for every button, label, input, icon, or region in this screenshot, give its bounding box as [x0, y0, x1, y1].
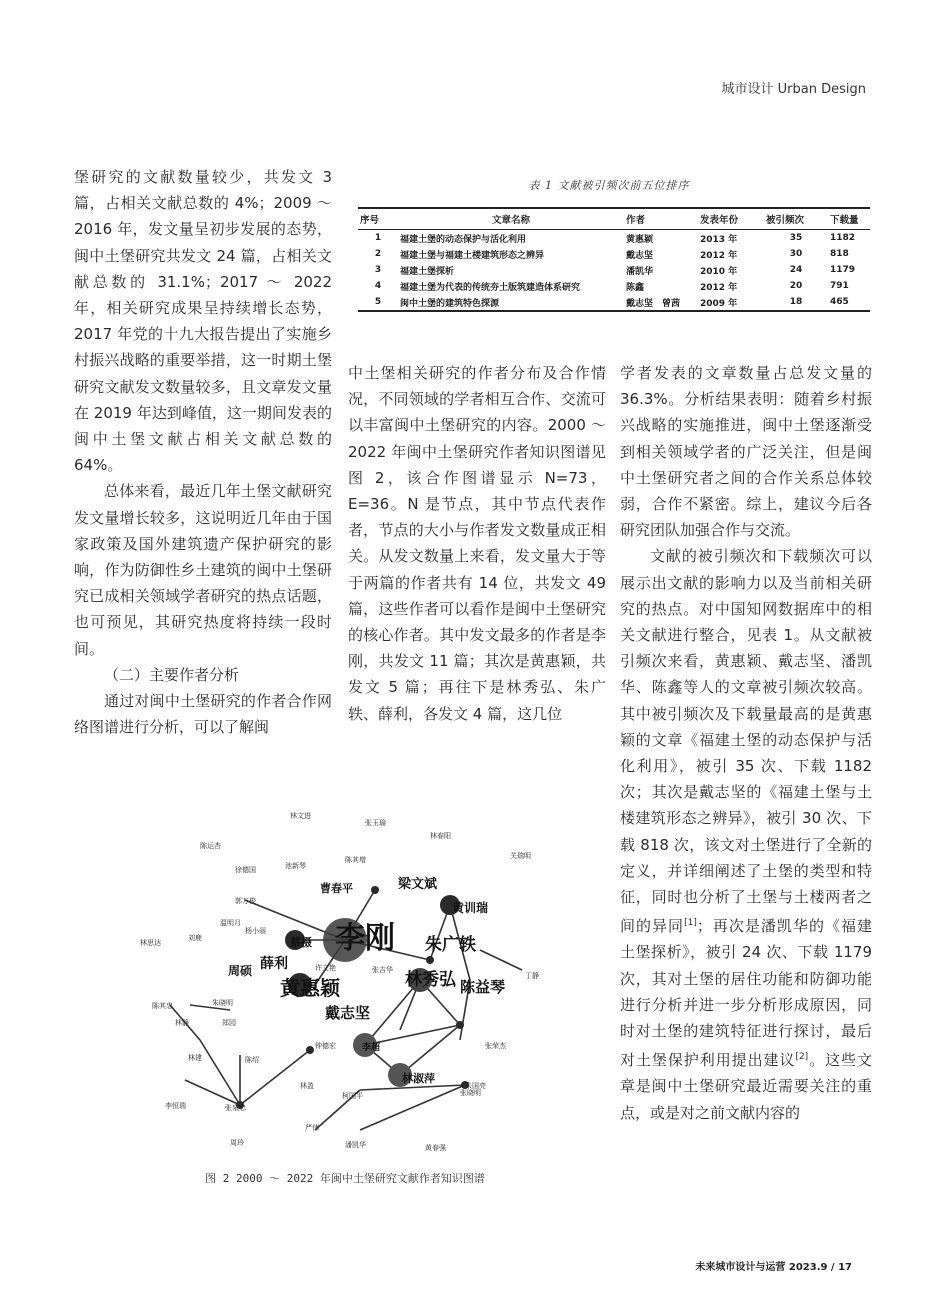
th-author: 作者: [624, 208, 698, 230]
table-row: [358, 294, 870, 311]
node-small: [456, 1021, 464, 1029]
cell-year: 2013 年: [700, 234, 738, 245]
label-xue-li: 薛利: [260, 956, 288, 972]
table-header-row: [358, 208, 870, 230]
label-small: 张荣杰: [485, 1042, 506, 1050]
label-cai-she: 蔡摄: [290, 936, 312, 949]
label-small: 杨小丽: [245, 927, 266, 935]
table-row: [358, 246, 870, 262]
figure-caption: 图 2 2000 ～ 2022 年闽中土堡研究文献作者知识图谱: [205, 1172, 485, 1185]
col1-paragraph-2: 总体来看，最近几年土堡文献研究发文量增长较多，这说明近几年由于国家政策及国外建筑遗产保护研究的影响，作为防御性乡土建筑的闽中土堡研究已成相关领域学者研究的热点话题，也可预见，其研究热度将持续一段时间。: [74, 482, 332, 658]
label-li-gang: 李刚: [335, 921, 395, 956]
page-number: 17: [838, 1262, 852, 1273]
cell-citations: 18: [764, 294, 828, 311]
label-small: 林建: [188, 1054, 202, 1062]
label-small: 黄春强: [425, 1144, 446, 1152]
cell-index: 2: [374, 249, 382, 259]
cell-author: 黄惠颖: [626, 234, 654, 245]
label-dai-zhi-jian: 戴志坚: [325, 1004, 371, 1022]
cell-index: 1: [374, 233, 382, 243]
cell-index: 3: [374, 265, 382, 275]
label-huang-hui-ying: 黄惠颖: [280, 976, 340, 1000]
label-small: 陈运杏: [200, 842, 221, 850]
cell-downloads: 1179: [830, 265, 856, 275]
citation-table: [358, 207, 870, 312]
label-chen-yi-qin: 陈益琴: [460, 978, 506, 996]
node-small: [306, 1046, 314, 1054]
label-small: 林盈: [300, 1082, 314, 1090]
label-small: 丁静: [525, 972, 539, 980]
label-small: 周玲: [230, 1139, 244, 1147]
label-small: 郭万俊: [235, 897, 256, 905]
label-small: 陈绍: [245, 1056, 259, 1064]
col2-paragraph-1: 中土堡相关研究的作者分布及合作情况，不同领域的学者相互合作、交流可以丰富闽中土堡研究的内容。2000 ～ 2022 年闽中土堡研究作者知识图谱见图 2，该合作图谱显示 N=73，E=36。N 是节点，其中节点代表作者，节点的大小与作者发文数量成正相关。从发文数量上来看，发文量大于等于两篇的作者共有 14 位，共发文 49 篇，这些作者可以看作是闽中土堡研究的核心作者。其中发文最多的作者是李刚，共发文 11 篇；其次是黄惠颖，共发文 5 篇；再往下是林秀弘、朱广轶、薛利，各发文 4 篇，这几位: [348, 364, 606, 723]
cell-author: 戴志坚 曾茜: [624, 294, 698, 311]
th-title: 文章名称: [398, 208, 624, 230]
cell-title: 闽中土堡的建筑特色探源: [398, 294, 624, 311]
col1-paragraph-3: 通过对闽中土堡研究的作者合作网络图谱进行分析，可以了解闽: [74, 692, 332, 737]
col3-paragraph-1: 学者发表的文章数量占总发文量的 36.3%。分析结果表明：随着乡村振兴战略的实施推进，闽中土堡逐渐受到相关领域学者的广泛关注，但是闽中土堡研究者之间的合作关系总体较弱，合作不紧密。综上，建议今后各研究团队加强合作与交流。: [620, 364, 872, 540]
section-heading-authors: （二）主要作者分析: [104, 665, 240, 684]
label-small: 林思达: [140, 939, 161, 947]
label-small: 柯国平: [342, 1092, 363, 1100]
table-caption: 表 1 文献被引频次前五位排序: [528, 179, 690, 192]
cell-index: 4: [374, 281, 382, 291]
journal-name: 未来城市设计与运营: [695, 1262, 786, 1273]
edge: [360, 1085, 465, 1090]
cell-citations: 35: [789, 233, 803, 243]
cell-citations: 24: [789, 265, 803, 275]
page-footer: [695, 1258, 852, 1273]
label-small: 张玉瑜: [365, 819, 386, 827]
author-network-figure: [130, 800, 560, 1160]
label-small: 钟德宏: [315, 1042, 336, 1050]
label-zhu-guang-yi: 朱广轶: [425, 935, 476, 955]
cell-downloads: 1182: [830, 233, 856, 243]
label-lin-shu-ping: 林淑萍: [402, 1072, 435, 1085]
edge: [480, 950, 522, 970]
table-row: [358, 230, 870, 247]
table-row: [358, 262, 870, 278]
column-2: [348, 360, 606, 727]
label-small: 张泉忠: [225, 1104, 246, 1112]
edge: [360, 1085, 465, 1130]
cell-year: 2010 年: [700, 266, 738, 277]
cell-downloads: 818: [830, 249, 849, 259]
citation-ref-2: [2]: [795, 1052, 809, 1063]
label-small: 陈其增: [345, 856, 366, 864]
label-small: 林文进: [290, 812, 311, 820]
cell-downloads: 791: [830, 281, 849, 291]
cell-title: 福建土堡与福建土楼建筑形态之辨异: [400, 250, 545, 261]
label-small: 林静: [175, 1019, 189, 1027]
label-li-chao: 李超: [362, 1043, 381, 1053]
node-small: [371, 886, 379, 894]
column-1: [74, 164, 332, 740]
label-small: 潘凯华: [345, 1141, 366, 1149]
th-downloads: 下载量: [828, 208, 870, 230]
label-small: 朱国亮: [465, 1082, 486, 1090]
cell-year: 2012 年: [700, 282, 738, 293]
column-3: [620, 360, 872, 1126]
col3-text-b: ；再次是潘凯华的《福建土堡探析》，被引 24 次、下载 1179 次，其对土堡的居住功能和防御功能进行分析并进一步分析形成原因，同时对土堡的建筑特征进行探讨，最后对土堡保护利用提出建议: [620, 917, 872, 1070]
cell-author: 潘凯华: [626, 266, 654, 277]
cell-title: 福建土堡的动态保护与活化利用: [400, 234, 527, 245]
col3-paragraph-2: [620, 543, 872, 1125]
label-zhou-shuo: 周硕: [228, 964, 253, 978]
cell-author: 戴志坚: [626, 250, 654, 261]
col3-text-c: 。这些文章是闽中土堡研究最近需要关注的重点，或是对之前文献内容的: [620, 1051, 872, 1122]
label-small: 张吉华: [372, 966, 393, 974]
label-small: 郑园: [222, 1019, 236, 1027]
label-small: 刘鹿: [188, 934, 202, 942]
table-row: [358, 278, 870, 294]
label-small: 严伟: [305, 1124, 319, 1132]
label-lin-xiu-hong: 林秀弘: [405, 970, 456, 990]
label-small: 温明月: [220, 919, 241, 927]
cell-downloads: 465: [828, 294, 870, 311]
label-small: 关瑞明: [510, 852, 531, 860]
cell-title: 福建土堡为代表的传统夯土版筑建造体系研究: [400, 282, 581, 293]
label-cao-chun-ping: 曹春平: [320, 882, 353, 895]
cell-citations: 20: [789, 281, 803, 291]
label-small: 陈其忠: [152, 1002, 173, 1010]
issue: 2023.9 /: [788, 1262, 835, 1273]
label-small: 李恒瑞: [165, 1102, 186, 1110]
cell-index: 5: [358, 294, 398, 311]
label-liang-wen-bin: 梁文斌: [398, 877, 438, 892]
cell-author: 陈鑫: [626, 282, 645, 293]
col1-paragraph-1: 堡研究的文献数量较少，共发文 3 篇，占相关文献总数的 4%；2009 ～ 2016 年，发文量呈初步发展的态势，闽中土堡研究共发文 24 篇，占相关文献总数的 31.1%；2017 ～ 2022 年，相关研究成果呈持续增长态势，2017 年党的十九大报告提出了实施乡村振兴战略的重要举措，这一时期土堡研究文献发文数量较多，且文章发文量在 2019 年达到峰值，这一期间发表的闽中土堡文献占相关文献总数的 64%。: [74, 168, 332, 475]
label-small: 池新琴: [285, 862, 306, 870]
node-small: [426, 956, 434, 964]
label-small: 林春阳: [430, 832, 451, 840]
citation-ref-1: [1]: [684, 918, 697, 929]
th-year: 发表年份: [698, 208, 764, 230]
section-header: 城市设计 Urban Design: [721, 82, 866, 97]
cell-year: 2012 年: [700, 250, 738, 261]
label-small: 徐德国: [235, 866, 256, 874]
th-index: 序号: [358, 208, 398, 230]
cell-year: 2009 年: [698, 294, 764, 311]
label-small: 朱晓明: [212, 999, 233, 1007]
label-small: 张晓明: [460, 1089, 481, 1097]
cell-title: 福建土堡探析: [400, 266, 455, 277]
th-citations: 被引频次: [764, 208, 828, 230]
cell-citations: 30: [789, 249, 803, 259]
label-small: 许文艳: [315, 964, 336, 972]
col3-text-a: 文献的被引频次和下载频次可以展示出文献的影响力以及当前相关研究的热点。对中国知网数据库中的相关文献进行整合，见表 1。从文献被引频次来看，黄惠颖、戴志坚、潘凯华、陈鑫等人的文章被引频次较高。其中被引频次及下载量最高的是黄惠颖的文章《福建土堡的动态保护与活化利用》，被引 35 次、下载 1182 次；其次是戴志坚的《福建土堡与土楼建筑形态之辨异》，被引 30 次、下载 818 次，该文对土堡进行了全新的定义，并详细阐述了土堡的类型和特征，同时也分析了土堡与土楼两者之间的异同: [620, 547, 872, 936]
label-huang-xun-rui: 黄训瑞: [452, 901, 489, 915]
